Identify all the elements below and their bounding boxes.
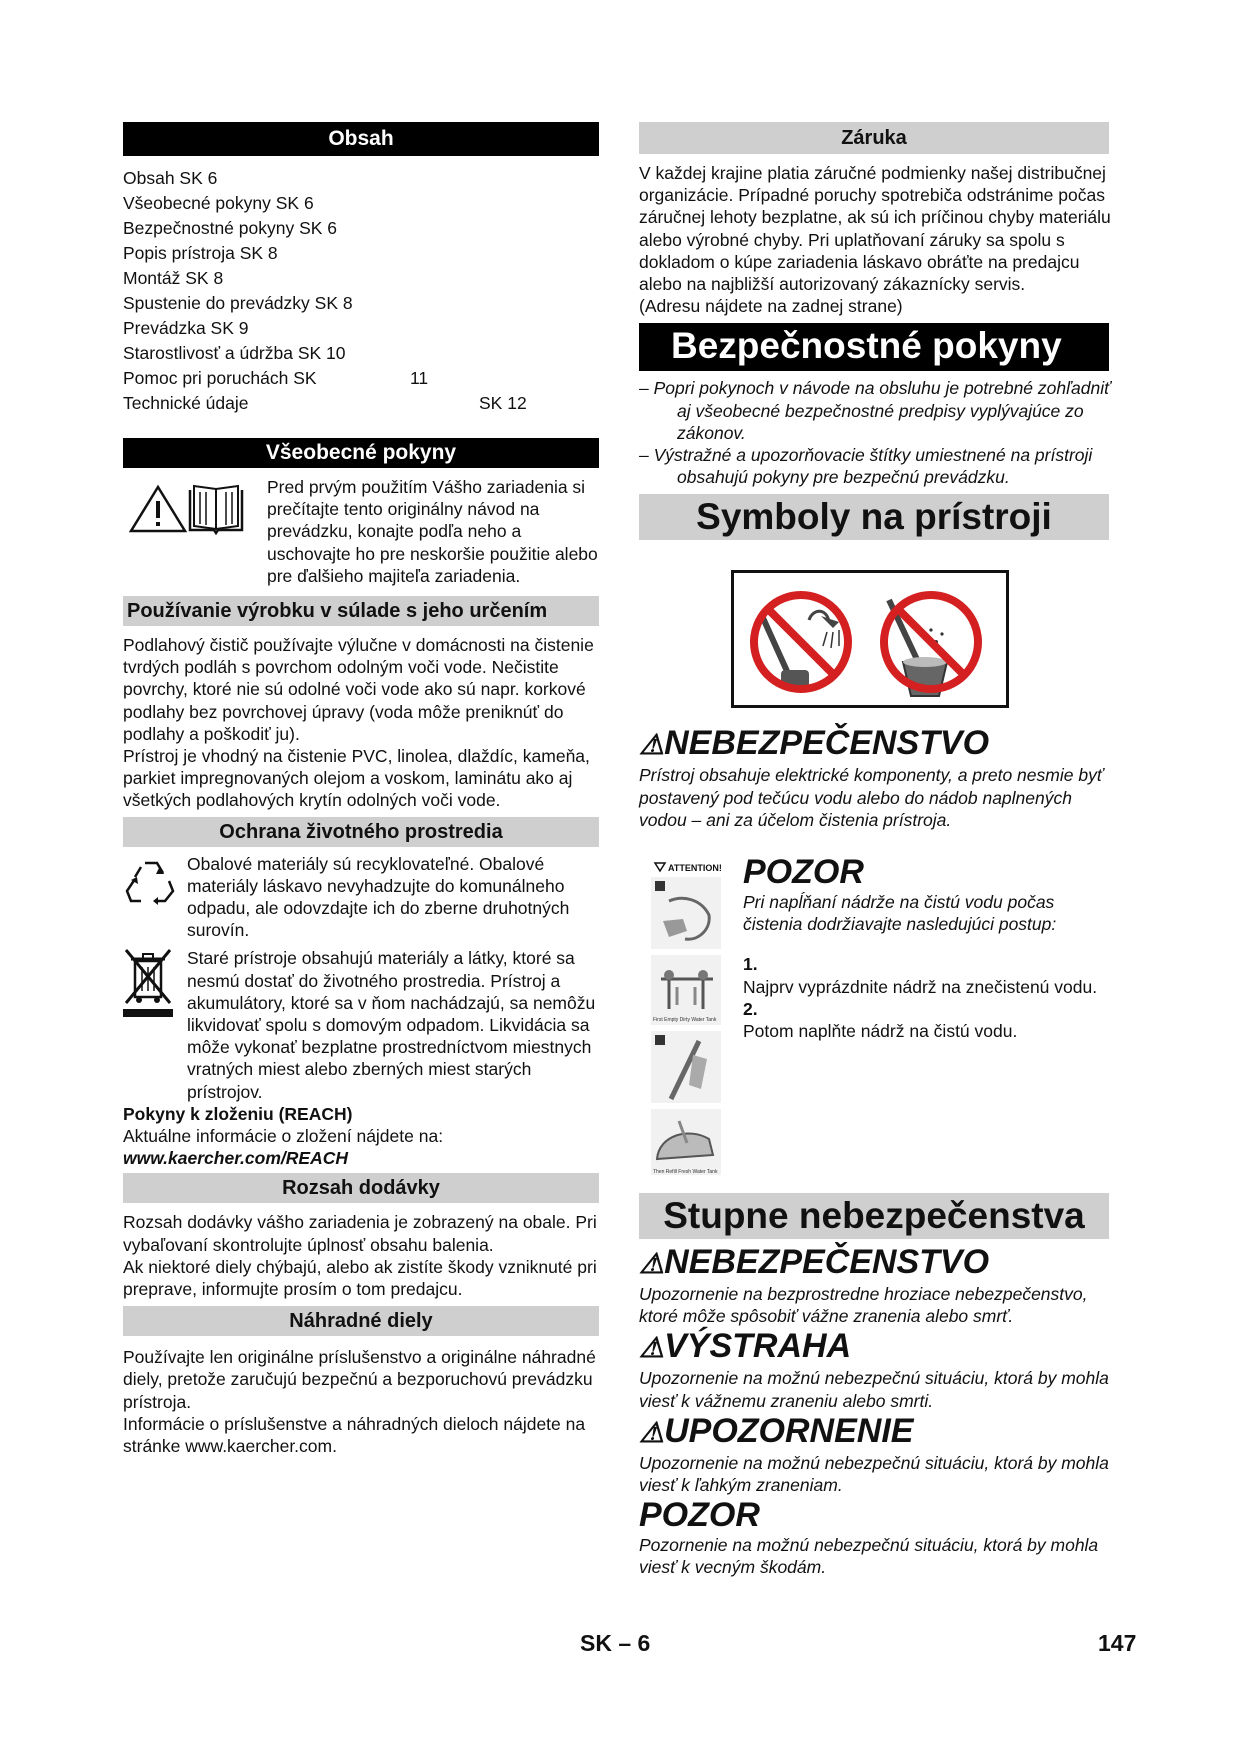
level-title: ⚠UPOZORNENIE: [639, 1411, 914, 1450]
page-section-code: SK – 6: [580, 1630, 651, 1656]
toc-item[interactable]: Popis prístroja SK 8: [123, 243, 278, 263]
general-section: [123, 476, 599, 594]
page-number: 147: [1098, 1630, 1137, 1656]
danger-text: Prístroj obsahuje elektrické komponenty, a preto nesmie byť postavený pod tečúcu vodu alebo do nádob naplnených vodou – ani za účelom čistenia prístroja.: [639, 765, 1104, 830]
toc-item[interactable]: Všeobecné pokyny SK 6: [123, 193, 314, 213]
level-title: POZOR: [639, 1496, 760, 1535]
step-2-text: Potom naplňte nádrž na čistú vodu.: [743, 1021, 1018, 1042]
refill-procedure: [639, 853, 1115, 1181]
step-1-text: Najprv vyprázdnite nádrž na znečistenú vodu.: [743, 976, 1098, 997]
recycling-icon: [125, 857, 177, 905]
delivery-text-2: Ak niektoré diely chýbajú, alebo ak zistíte škody vzniknuté pri preprave, informujte prosím o tom predajcu.: [123, 1256, 597, 1300]
manual-book-icon: [187, 482, 245, 536]
toc-list: [123, 166, 599, 416]
general-text: Pred prvým použitím Vášho zariadenia si prečítajte tento originálny návod na prevádzku, konajte podľa neho a uschovajte ho pre neskoršie použitie alebo pre ďalšieho majiteľa zariadenia.: [267, 477, 598, 586]
reach-link[interactable]: www.kaercher.com/REACH: [123, 1148, 348, 1169]
warning-triangle-icon: [128, 484, 188, 534]
step1-caption: First Empty Dirty Water Tank: [653, 1017, 717, 1024]
safety-item: – Výstražné a upozorňovacie štítky umiestnené na prístroji obsahujú pokyny pre bezpečnú prevádzku.: [639, 445, 1093, 488]
warranty-heading: Záruka: [639, 122, 1109, 154]
usage-text-2: Prístroj je vhodný na čistenie PVC, linolea, dlaždíc, kameňa, parkiet impregnovaných olejom a voskom, laminátu ako aj všetkých podlahových krytín odolných voči vode.: [123, 746, 590, 811]
refill-steps-image: [649, 859, 725, 1181]
delivery-heading: Rozsah dodávky: [123, 1173, 599, 1203]
levels-list: [639, 1243, 1115, 1579]
toc-item[interactable]: Spustenie do prevádzky SK 8: [123, 293, 353, 313]
step-2-number: 2.: [743, 998, 758, 1019]
toc-item[interactable]: Starostlivosť a údržba SK 10: [123, 343, 346, 363]
parts-heading: Náhradné diely: [123, 1306, 599, 1336]
caution-heading: POZOR: [743, 853, 864, 892]
env-heading: Ochrana životného prostredia: [123, 817, 599, 847]
parts-text-2: Informácie o príslušenstve a náhradných dieloch nájdete na stránke www.kaercher.com.: [123, 1413, 586, 1457]
usage-heading: Používanie výrobku v súlade s jeho určením: [123, 596, 599, 626]
left-column: [123, 122, 599, 1457]
level-title: ⚠NEBEZPEČENSTVO: [639, 1243, 990, 1282]
reach-title: Pokyny k zloženiu (REACH): [123, 1103, 353, 1124]
toc-item[interactable]: Montáž SK 8: [123, 268, 224, 288]
crossed-bin-icon: [123, 947, 173, 1017]
warning-triangle-icon: ⚠: [639, 1332, 665, 1364]
attention-label: ATTENTION!: [668, 863, 722, 874]
reach-text: Aktuálne informácie o zložení nájdete na:: [123, 1126, 444, 1147]
warranty-text-1: V každej krajine platia záručné podmienky našej distribučnej organizácie. Prípadné poruchy spotrebiča odstránime počas záručnej lehoty bezplatne, ak sú ich príčinou chyby materiálu alebo výrobné chyby. Pri uplatňovaní záruky sa spolu s dokladom o kúpe zariadenia láskavo obráťte na predajcu alebo na najbližší autorizovaný zákaznícky servis.: [639, 163, 1111, 295]
warning-triangle-icon: ⚠: [639, 729, 665, 761]
env-text-2: Staré prístroje obsahujú materiály a látky, ktoré sa nesmú dostať do životného prostredia. Prístroj a akumulátory, ktoré sa v ňom nachádzajú, sa nemôžu likvidovať spolu s domovým odpadom. Likvidácia sa môže vykonať bezplatne prostredníctvom miestnych vratných miest alebo zberných miest starých prístrojov.: [187, 948, 596, 1102]
toc-item[interactable]: Bezpečnostné pokyny SK 6: [123, 218, 338, 238]
warranty-text-2: (Adresu nájdete na zadnej strane): [639, 296, 903, 317]
usage-text-1: Podlahový čistič používajte výlučne v domácnosti na čistenie tvrdých podláh s povrchom odolným voči vode. Nečistite povrchy, ktoré nie sú odolné voči vode ako sú napr. korkové podlahy bez povrchovej úpravy (voda môže preniknúť do podlahy a poškodiť ju).: [123, 635, 594, 744]
level-text: Pozornenie na možnú nebezpečnú situáciu, ktorá by mohla viesť k vecným škodám.: [639, 1535, 1099, 1578]
toc-item[interactable]: Obsah SK 6: [123, 168, 218, 188]
level-text: Upozornenie na bezprostredne hroziace nebezpečenstvo, ktoré môže spôsobiť vážne zranenia alebo smrť.: [639, 1284, 1088, 1327]
toc-item[interactable]: Pomoc pri poruchách SK 11: [123, 368, 429, 388]
safety-item: – Popri pokynoch v návode na obsluhu je potrebné zohľadniť aj všeobecné bezpečnostné predpisy vyplývajúce zo zákonov.: [639, 378, 1111, 443]
delivery-text-1: Rozsah dodávky vášho zariadenia je zobrazený na obale. Pri vybaľovaní skontrolujte úplnosť obsahu balenia.: [123, 1212, 597, 1255]
right-column: [639, 122, 1115, 1579]
parts-text-1: Používajte len originálne príslušenstvo a originálne náhradné diely, pretože zaručujú bezpečnú a bezporuchovú prevádzku prístroja.: [123, 1347, 596, 1412]
step2-caption: Then Refill Fresh Water Tank: [653, 1169, 718, 1176]
refill-text: [743, 853, 1113, 1042]
toc-item[interactable]: Prevádzka SK 9: [123, 318, 249, 338]
safety-list: [639, 377, 1115, 488]
env-weee: [123, 947, 599, 1102]
env-recycling: [123, 853, 599, 942]
warning-triangle-icon: ⚠: [639, 1416, 665, 1448]
step-1-number: 1.: [743, 954, 758, 975]
toc-item[interactable]: Technické údaje SK 12: [123, 393, 527, 413]
symbols-heading: Symboly na prístroji: [639, 494, 1109, 540]
env-text-1: Obalové materiály sú recyklovateľné. Obalové materiály láskavo nevyhadzujte do komunálneho odpadu, ale odovzdajte ich do zberne druhotných surovín.: [187, 853, 570, 941]
warning-triangle-icon: ⚠: [639, 1248, 665, 1280]
toc-heading: Obsah: [123, 122, 599, 156]
safety-heading: Bezpečnostné pokyny: [639, 323, 1109, 371]
level-text: Upozornenie na možnú nebezpečnú situáciu, ktorá by mohla viesť k vážnemu zraneniu alebo smrti.: [639, 1368, 1109, 1411]
level-title: ⚠VÝSTRAHA: [639, 1327, 852, 1366]
levels-heading: Stupne nebezpečenstva: [639, 1193, 1109, 1239]
general-heading: Všeobecné pokyny: [123, 438, 599, 468]
no-water-symbols-image: [731, 570, 1009, 708]
caution-text: Pri napĺňaní nádrže na čistú vodu počas čistenia dodržiavajte nasledujúci postup:: [743, 892, 1057, 935]
level-text: Upozornenie na možnú nebezpečnú situáciu, ktorá by mohla viesť k ľahkým zraneniam.: [639, 1452, 1109, 1496]
danger-heading: ⚠NEBEZPEČENSTVO: [639, 724, 990, 763]
